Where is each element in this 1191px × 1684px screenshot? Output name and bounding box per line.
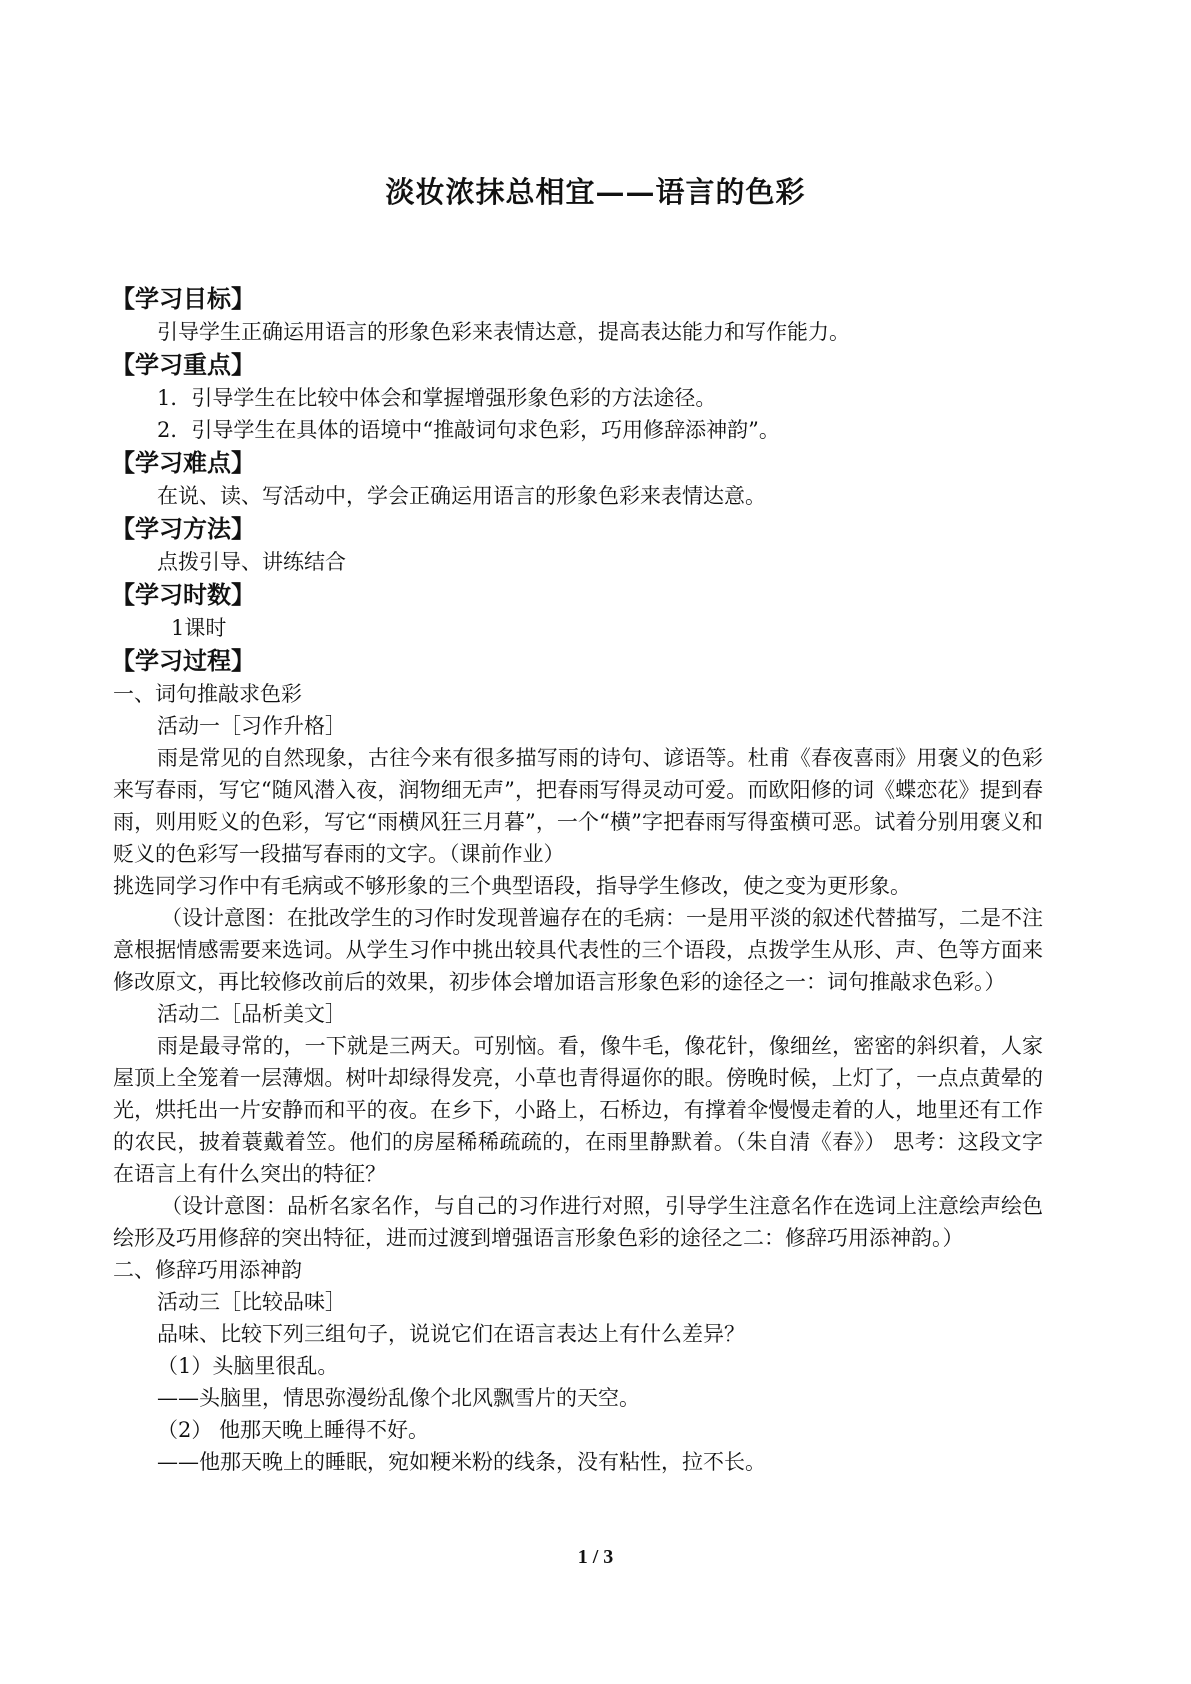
activity1-paragraph: 雨是常见的自然现象，古往今来有很多描写雨的诗句、谚语等。杜甫《春夜喜雨》用褒义的色彩来写春雨，写它“随风潜入夜，润物细无声”，把春雨写得灵动可爱。而欧阳修的词《蝶恋花》提到春雨，则用贬义的色彩，写它“雨横风狂三月暮”，一个“横”字把春雨写得蛮横可恶。试着分别用褒义和贬义的色彩写一段描写春雨的文字。（课前作业） [113, 746, 1043, 866]
part2-title: 二、修辞巧用添神韵 [113, 1258, 302, 1282]
document-title: 淡妆浓抹总相宜——语言的色彩 [385, 175, 806, 209]
activity2-paragraph: 雨是最寻常的，一下就是三两天。可别恼。看，像牛毛，像花针，像细丝，密密的斜织着，人家屋顶上全笼着一层薄烟。树叶却绿得发亮，小草也青得逼你的眼。傍晚时候，上灯了，一点点黄晕的光，烘托出一片安静而和平的夜。在乡下，小路上，石桥边，有撑着伞慢慢走着的人，地里还有工作的农民，披着蓑戴着笠。他们的房屋稀稀疏疏的，在雨里静默着。（朱自清《春》） 思考：这段文字在语言上有什么突出的特征？ [113, 1034, 1043, 1186]
hours-text: 1课时 [171, 616, 227, 640]
activity2-title: 活动二［品析美文］ [157, 1002, 346, 1026]
heading-difficulty: 【学习难点】 [111, 448, 255, 477]
activity3-title: 活动三［比较品味］ [157, 1290, 346, 1314]
sentence-2: （2） 他那天晚上睡得不好。 [157, 1418, 430, 1442]
heading-process: 【学习过程】 [111, 646, 255, 675]
page-number: 1 / 3 [577, 1546, 614, 1568]
heading-key: 【学习重点】 [111, 350, 255, 379]
sentence-1-revised: ——头脑里，情思弥漫纷乱像个北风飘雪片的天空。 [157, 1386, 640, 1410]
document-body [113, 282, 1043, 1478]
activity3-intro: 品味、比较下列三组句子，说说它们在语言表达上有什么差异？ [157, 1322, 745, 1346]
sentence-1: （1）头脑里很乱。 [157, 1354, 339, 1378]
sentence-2-revised: ——他那天晚上的睡眠，宛如粳米粉的线条，没有粘性，拉不长。 [157, 1450, 766, 1474]
design-note-1: （设计意图：在批改学生的习作时发现普遍存在的毛病：一是用平淡的叙述代替描写，二是不注意根据情感需要来选词。从学生习作中挑出较具代表性的三个语段，点拨学生从形、声、色等方面来修改原文，再比较修改前后的效果，初步体会增加语言形象色彩的途径之一：词句推敲求色彩。） [113, 906, 1043, 994]
heading-hours: 【学习时数】 [111, 580, 255, 609]
activity1-title: 活动一［习作升格］ [157, 714, 346, 738]
heading-goal: 【学习目标】 [111, 284, 255, 313]
goal-text: 引导学生正确运用语言的形象色彩来表情达意，提高表达能力和写作能力。 [157, 320, 850, 344]
key-item-1: 1．引导学生在比较中体会和掌握增强形象色彩的方法途径。 [157, 386, 717, 410]
activity1-task: 挑选同学习作中有毛病或不够形象的三个典型语段，指导学生修改，使之变为更形象。 [113, 874, 911, 898]
design-note-2: （设计意图：品析名家名作，与自己的习作进行对照，引导学生注意名作在选词上注意绘声绘色绘形及巧用修辞的突出特征，进而过渡到增强语言形象色彩的途径之二：修辞巧用添神韵。） [113, 1194, 1043, 1250]
key-item-2: 2．引导学生在具体的语境中“推敲词句求色彩，巧用修辞添神韵”。 [157, 418, 780, 442]
part1-title: 一、词句推敲求色彩 [113, 682, 302, 706]
difficulty-text: 在说、读、写活动中，学会正确运用语言的形象色彩来表情达意。 [157, 484, 766, 508]
heading-method: 【学习方法】 [111, 514, 255, 543]
method-text: 点拨引导、讲练结合 [157, 550, 346, 574]
